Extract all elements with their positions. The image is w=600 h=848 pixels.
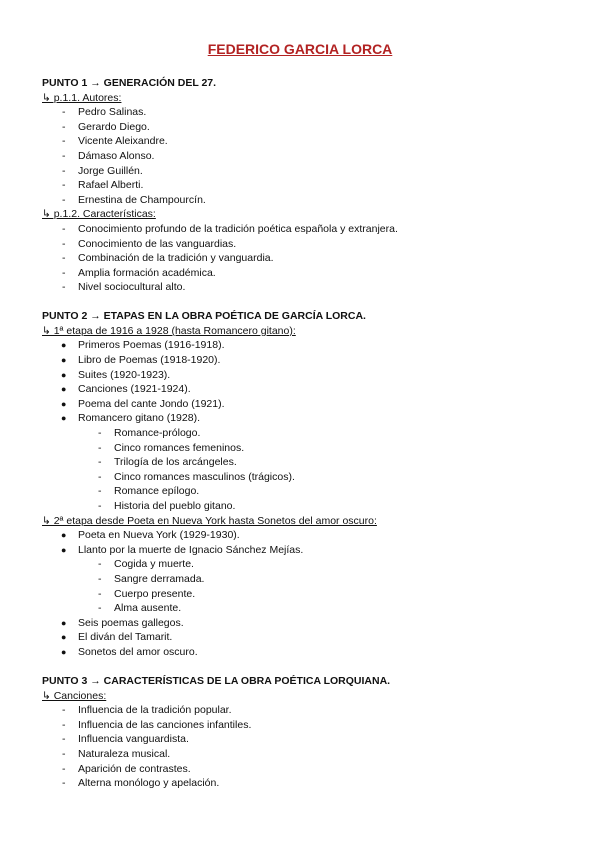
- list-item-text: Romancero gitano (1928).: [78, 412, 200, 425]
- list-item-text: Poema del cante Jondo (1921).: [78, 397, 225, 410]
- list-item-text: Aparición de contrastes.: [78, 762, 191, 775]
- dash-marker: -: [62, 777, 66, 790]
- list-item-text: Llanto por la muerte de Ignacio Sánchez Mejías.: [78, 543, 304, 556]
- dash-marker: -: [62, 164, 66, 177]
- list-item: [42, 732, 572, 747]
- list-item-text: Sonetos del amor oscuro.: [78, 645, 198, 658]
- dash-marker: -: [62, 762, 66, 775]
- bullet-marker: ●: [61, 384, 67, 395]
- list-item-text: Amplia formación académica.: [78, 266, 216, 279]
- list-item: [42, 528, 572, 543]
- dash-marker: -: [62, 718, 66, 731]
- list-item: [42, 484, 572, 499]
- list-item: [42, 338, 572, 353]
- list-item-text: Cuerpo presente.: [114, 587, 196, 600]
- list-item: [42, 193, 572, 208]
- bullet-marker: ●: [61, 544, 67, 555]
- list-item: [42, 280, 572, 295]
- list-item-text: Conocimiento profundo de la tradición poética española y extranjera.: [78, 222, 398, 235]
- list-item: [42, 455, 572, 470]
- list-item: [42, 149, 572, 164]
- list-item-text: Sangre derramada.: [114, 572, 205, 585]
- list-item-text: Combinación de la tradición y vanguardia.: [78, 252, 274, 265]
- section-1-heading: PUNTO 1 → GENERACIÓN DEL 27.: [42, 77, 217, 89]
- list-item: [42, 703, 572, 718]
- list-item-text: Seis poemas gallegos.: [78, 616, 184, 629]
- dash-marker: -: [98, 441, 102, 454]
- dash-marker: -: [98, 587, 102, 600]
- bullet-marker: ●: [61, 530, 67, 541]
- subsection-traits-label: ↳ p.1.2. Características:: [42, 208, 156, 221]
- canciones-traits-list: [42, 703, 572, 791]
- list-item-text: Ernestina de Champourcín.: [78, 193, 206, 206]
- bullet-marker: ●: [61, 369, 67, 380]
- bullet-marker: ●: [61, 646, 67, 657]
- list-item-text: Jorge Guillén.: [78, 164, 143, 177]
- list-item-text: Pedro Salinas.: [78, 106, 147, 119]
- list-item-text: Alma ausente.: [114, 602, 182, 615]
- list-item-text: Primeros Poemas (1916-1918).: [78, 339, 225, 352]
- list-item: [42, 499, 572, 514]
- dash-marker: -: [98, 470, 102, 483]
- list-item-text: Cogida y muerte.: [114, 558, 194, 571]
- stage-1-works-list: [42, 338, 572, 426]
- list-item: [42, 470, 572, 485]
- list-item: [42, 382, 572, 397]
- list-item-text: Influencia vanguardista.: [78, 733, 189, 746]
- stage-2-works-list-a: [42, 528, 572, 557]
- dash-marker: -: [62, 149, 66, 162]
- dash-marker: -: [62, 747, 66, 760]
- list-item-text: Alterna monólogo y apelación.: [78, 777, 220, 790]
- bullet-marker: ●: [61, 617, 67, 628]
- llanto-sections-list: [42, 557, 572, 615]
- list-item: [42, 587, 572, 602]
- dash-marker: -: [62, 704, 66, 717]
- dash-marker: -: [98, 572, 102, 585]
- canciones-label: ↳ Canciones:: [42, 689, 107, 702]
- list-item: [42, 120, 572, 135]
- stage-2-works-list-b: [42, 616, 572, 660]
- document-content: [42, 76, 572, 791]
- list-item-text: Trilogía de los arcángeles.: [114, 456, 237, 469]
- bullet-marker: ●: [61, 355, 67, 366]
- list-item-text: Canciones (1921-1924).: [78, 383, 191, 396]
- list-item: [42, 630, 572, 645]
- list-item-text: Naturaleza musical.: [78, 747, 171, 760]
- dash-marker: -: [98, 485, 102, 498]
- list-item: [42, 251, 572, 266]
- list-item: [42, 747, 572, 762]
- dash-marker: -: [62, 733, 66, 746]
- list-item: [42, 572, 572, 587]
- list-item: [42, 557, 572, 572]
- list-item: [42, 718, 572, 733]
- list-item: [42, 266, 572, 281]
- list-item: [42, 411, 572, 426]
- dash-marker: -: [62, 193, 66, 206]
- list-item: [42, 397, 572, 412]
- list-item-text: Rafael Alberti.: [78, 179, 144, 192]
- list-item: [42, 645, 572, 660]
- dash-marker: -: [62, 266, 66, 279]
- bullet-marker: ●: [61, 413, 67, 424]
- list-item-text: Historia del pueblo gitano.: [114, 500, 236, 513]
- list-item-text: Libro de Poemas (1918-1920).: [78, 354, 221, 367]
- list-item-text: Influencia de las canciones infantiles.: [78, 718, 252, 731]
- list-item: [42, 164, 572, 179]
- dash-marker: -: [62, 179, 66, 192]
- list-item-text: Influencia de la tradición popular.: [78, 704, 232, 717]
- list-item: [42, 601, 572, 616]
- dash-marker: -: [98, 427, 102, 440]
- dash-marker: -: [98, 456, 102, 469]
- list-item-text: Suites (1920-1923).: [78, 368, 171, 381]
- list-item-text: Romance-prólogo.: [114, 427, 201, 440]
- list-item-text: Dámaso Alonso.: [78, 149, 155, 162]
- list-item: [42, 762, 572, 777]
- list-item-text: Poeta en Nueva York (1929-1930).: [78, 529, 240, 542]
- list-item-text: Cinco romances femeninos.: [114, 441, 245, 454]
- list-item-text: El diván del Tamarit.: [78, 631, 173, 644]
- bullet-marker: ●: [61, 632, 67, 643]
- list-item-text: Conocimiento de las vanguardias.: [78, 237, 237, 250]
- spacer: [42, 295, 572, 309]
- list-item: [42, 368, 572, 383]
- list-item: [42, 353, 572, 368]
- list-item: [42, 543, 572, 558]
- dash-marker: -: [98, 558, 102, 571]
- section-3-heading: PUNTO 3 → CARACTERÍSTICAS DE LA OBRA POÉTICA LORQUIANA.: [42, 674, 391, 687]
- subsection-authors-label: ↳ p.1.1. Autores:: [42, 91, 122, 104]
- dash-marker: -: [98, 602, 102, 615]
- spacer: [42, 660, 572, 674]
- dash-marker: -: [62, 106, 66, 119]
- dash-marker: -: [62, 222, 66, 235]
- dash-marker: -: [62, 237, 66, 250]
- list-item: [42, 776, 572, 791]
- bullet-marker: ●: [61, 398, 67, 409]
- section-2-heading: PUNTO 2 → ETAPAS EN LA OBRA POÉTICA DE GARCÍA LORCA.: [42, 310, 366, 323]
- stage-1-label: ↳ 1ª etapa de 1916 a 1928 (hasta Romancero gitano):: [42, 324, 296, 337]
- list-item: [42, 178, 572, 193]
- stage-2-label: ↳ 2ª etapa desde Poeta en Nueva York hasta Sonetos del amor oscuro:: [42, 514, 377, 527]
- dash-marker: -: [62, 120, 66, 133]
- list-item-text: Nivel sociocultural alto.: [78, 281, 186, 294]
- list-item: [42, 616, 572, 631]
- list-item: [42, 441, 572, 456]
- list-item: [42, 222, 572, 237]
- dash-marker: -: [98, 500, 102, 513]
- bullet-marker: ●: [61, 340, 67, 351]
- list-item-text: Romance epílogo.: [114, 485, 200, 498]
- dash-marker: -: [62, 135, 66, 148]
- document-title: FEDERICO GARCIA LORCA: [207, 41, 393, 57]
- list-item: [42, 134, 572, 149]
- romancero-sections-list: [42, 426, 572, 514]
- traits-list: [42, 222, 572, 295]
- dash-marker: -: [62, 252, 66, 265]
- dash-marker: -: [62, 281, 66, 294]
- list-item-text: Vicente Aleixandre.: [78, 135, 168, 148]
- authors-list: [42, 105, 572, 207]
- list-item: [42, 237, 572, 252]
- list-item-text: Gerardo Diego.: [78, 120, 150, 133]
- list-item-text: Cinco romances masculinos (trágicos).: [114, 470, 295, 483]
- list-item: [42, 105, 572, 120]
- list-item: [42, 426, 572, 441]
